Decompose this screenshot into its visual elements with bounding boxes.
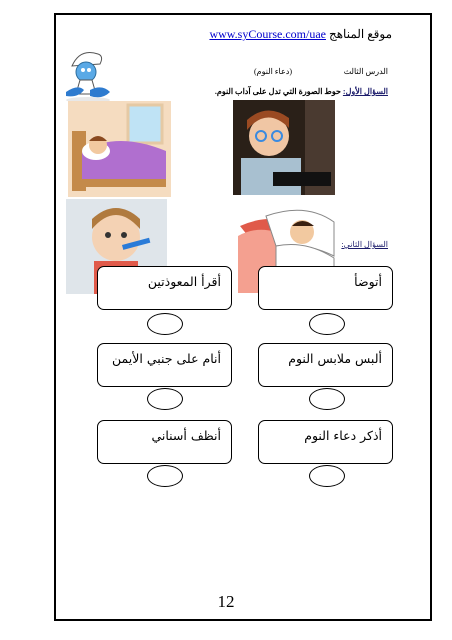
child-using-laptop[interactable] xyxy=(233,100,335,195)
option-text: أنام على جنبي الأيمن xyxy=(112,351,221,366)
site-url-link[interactable]: www.syCourse.com/uae xyxy=(209,27,326,41)
site-label: موقع المناهج xyxy=(328,27,392,41)
site-header xyxy=(209,27,392,42)
option-box xyxy=(258,420,393,464)
question-2 xyxy=(341,240,388,249)
option-text: أنظف أسناني xyxy=(151,428,221,443)
option-text: أذكر دعاء النوم xyxy=(304,428,382,443)
question-1-text: حوط الصورة التي تدل على آداب النوم. xyxy=(214,87,341,96)
option-box xyxy=(97,343,232,387)
option-box xyxy=(97,266,232,310)
answer-circle[interactable] xyxy=(147,388,183,410)
lesson-label: الدرس الثالث xyxy=(343,67,388,76)
answer-circle[interactable] xyxy=(309,465,345,487)
answer-circle[interactable] xyxy=(147,465,183,487)
option-box xyxy=(97,420,232,464)
answer-circle[interactable] xyxy=(147,313,183,335)
option-box xyxy=(258,343,393,387)
option-text: ألبس ملابس النوم xyxy=(288,351,382,366)
answer-circle[interactable] xyxy=(309,313,345,335)
option-text: أقرأ المعوذتين xyxy=(147,274,221,289)
child-sleeping-in-bed[interactable] xyxy=(68,101,171,197)
option-text: أتوضأ xyxy=(354,274,382,289)
smurf-mascot-icon xyxy=(58,44,118,104)
page-number: 12 xyxy=(217,592,235,611)
question-2-label: السؤال الثاني: xyxy=(341,240,388,249)
lesson-title: (دعاء النوم) xyxy=(253,67,292,76)
question-1 xyxy=(215,87,388,96)
answer-circle[interactable] xyxy=(309,388,345,410)
question-1-label: السؤال الأول: xyxy=(342,87,388,96)
option-box xyxy=(258,266,393,310)
